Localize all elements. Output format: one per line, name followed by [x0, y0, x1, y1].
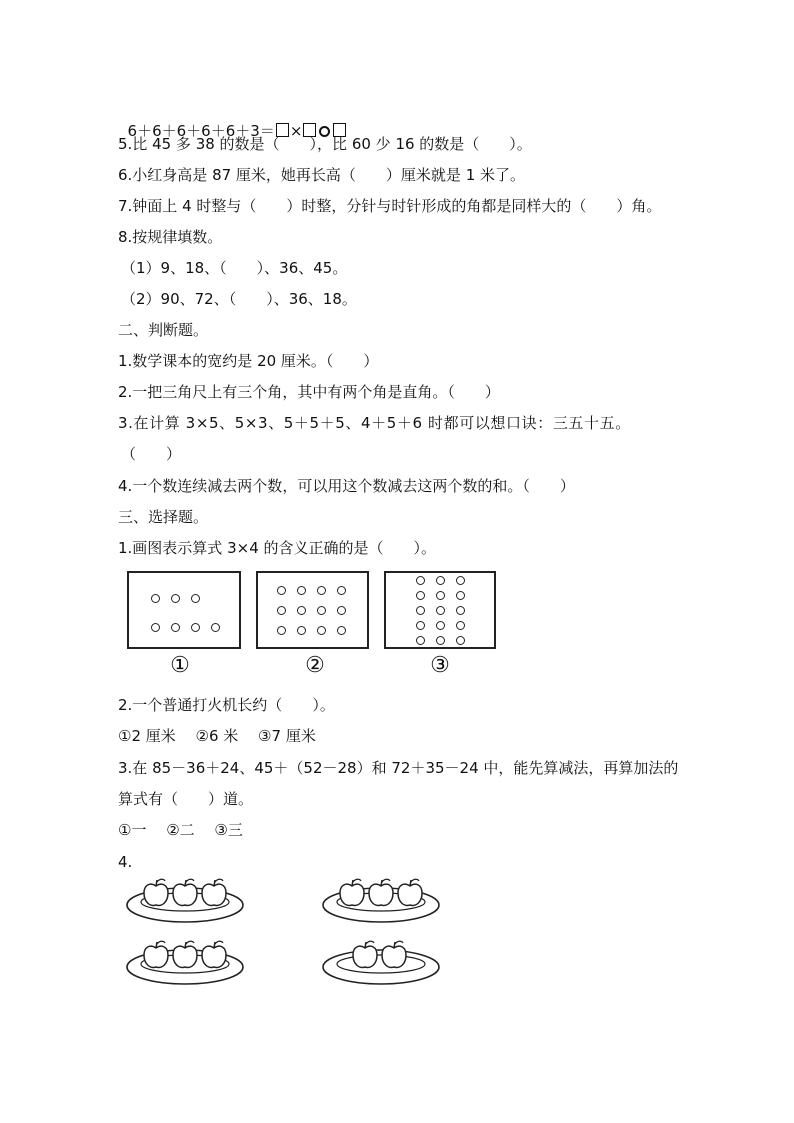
apple-icon — [382, 941, 406, 967]
plate-with-apples-4 — [323, 941, 439, 984]
plate-with-apples-2 — [323, 879, 439, 922]
question-8-part-1: （1）9、18、（ ）、36、45。 — [121, 259, 348, 277]
question-8-part-2: （2）90、72、（ ）、36、18。 — [121, 290, 357, 308]
apple-icon — [202, 879, 226, 905]
question-8: 8.按规律填数。 — [118, 228, 223, 246]
question-6: 6.小红身高是 87 厘米，她再长高（ ）厘米就是 1 米了。 — [118, 166, 526, 184]
option-caption-3[interactable]: ③ — [430, 653, 450, 678]
choice-question-3-options: ①一 ②二 ③三 — [118, 821, 243, 839]
judge-question-4: 4.一个数连续减去两个数，可以用这个数减去这两个数的和。（ ） — [118, 477, 575, 495]
choice-question-3-line-2: 算式有（ ）道。 — [118, 790, 254, 808]
judge-question-1: 1.数学课本的宽约是 20 厘米。（ ） — [118, 352, 379, 370]
choice-question-2: 2.一个普通打火机长约（ ）。 — [118, 696, 335, 714]
apple-icon — [340, 879, 364, 905]
apple-icon — [353, 941, 377, 967]
question-7: 7.钟面上 4 时整与（ ）时整，分针与时针形成的角都是同样大的（ ）角。 — [118, 197, 662, 215]
plate-icon — [323, 950, 439, 984]
section-title-judge: 二、判断题。 — [118, 321, 209, 339]
apple-icon — [173, 941, 197, 967]
option-caption-2[interactable]: ② — [305, 653, 325, 678]
section-title-choice: 三、选择题。 — [118, 508, 209, 526]
choice-question-4: 4. — [118, 853, 133, 871]
judge-question-2: 2.一把三角尺上有三个角，其中有两个角是直角。（ ） — [118, 383, 500, 401]
question-5: 5.比 45 多 38 的数是（ ），比 60 少 16 的数是（ ）。 — [118, 135, 532, 153]
apple-icon — [202, 941, 226, 967]
apple-icon — [173, 879, 197, 905]
apple-icon — [398, 879, 422, 905]
times-sign: × — [289, 122, 303, 140]
choice-question-3-line-1: 3.在 85－36＋24、45＋（52－28）和 72＋35－24 中，能先算减法，再算加法的 — [118, 759, 679, 777]
option-caption-1[interactable]: ① — [170, 653, 190, 678]
apple-icon — [144, 941, 168, 967]
plate-with-apples-3 — [127, 941, 243, 984]
choice-question-2-options: ①2 厘米 ②6 米 ③7 厘米 — [118, 727, 316, 745]
apple-icon — [369, 879, 393, 905]
plate-with-apples-1 — [127, 879, 243, 922]
apple-icon — [144, 879, 168, 905]
formula-text: 6＋6＋6＋6＋6＋3＝ — [127, 122, 275, 140]
choice-question-1: 1.画图表示算式 3×4 的含义正确的是（ ）。 — [118, 539, 437, 557]
judge-question-3-paren: （ ） — [121, 445, 182, 463]
judge-question-3: 3.在计算 3×5、5×3、5＋5＋5、4＋5＋6 时都可以想口诀：三五十五。 — [118, 414, 631, 432]
